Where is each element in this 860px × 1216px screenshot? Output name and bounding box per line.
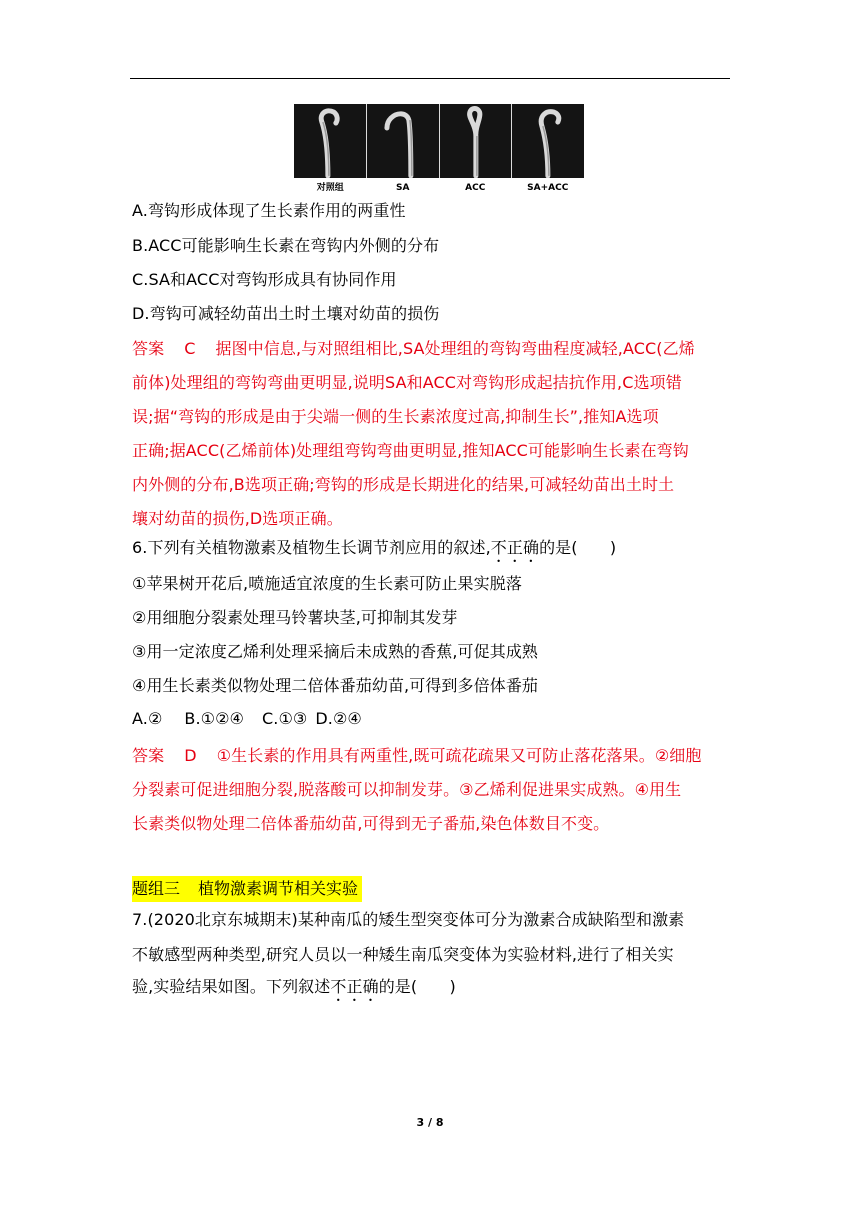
seedling-control-image: [294, 104, 366, 178]
figure-panel-sa-acc: [511, 104, 584, 178]
seedling-sa-acc-image: [512, 104, 584, 178]
q6-answer-line-1: [132, 746, 738, 766]
figure-panel-sa: [366, 104, 439, 178]
figure-label-sa: SA: [396, 183, 410, 193]
header-rule: [130, 78, 730, 79]
q7-line-2: 不敏感型两种类型,研究人员以一种矮生南瓜突变体为实验材料,进行了相关实: [132, 945, 674, 964]
q6-item-3: ③用一定浓度乙烯利处理采摘后未成熟的香蕉,可促其成熟: [132, 642, 539, 661]
q6-answer-line-3: 长素类似物处理二倍体番茄幼苗,可得到无子番茄,染色体数目不变。: [132, 814, 610, 833]
q6-option-d: D.②④: [315, 709, 362, 728]
q6-item-4: ④用生长素类似物处理二倍体番茄幼苗,可得到多倍体番茄: [132, 676, 539, 695]
q6-answer-line-2: 分裂素可促进细胞分裂,脱落酸可以抑制发芽。③乙烯利促进果实成熟。④用生: [132, 780, 682, 799]
figure-labels: [294, 181, 584, 195]
figure-label-acc: ACC: [465, 183, 486, 193]
q5-answer-line-4: 正确;据ACC(乙烯前体)处理组弯钩弯曲更明显,推知ACC可能影响生长素在弯钩: [132, 441, 689, 460]
q5-option-b: B.ACC可能影响生长素在弯钩内外侧的分布: [132, 236, 440, 255]
seedling-hook-figure: [294, 104, 584, 178]
q5-answer-line-3: 误;据“弯钩的形成是由于尖端一侧的生长素浓度过高,抑制生长”,推知A选项: [132, 407, 659, 426]
section-title-text: 植物激素调节相关实验: [198, 879, 359, 898]
answer-letter: D: [184, 746, 197, 765]
q7-line-1: 7.(2020北京东城期末)某种南瓜的矮生型突变体可分为激素合成缺陷型和激素: [132, 910, 685, 929]
figure-panel-control: [294, 104, 366, 178]
answer-letter: C: [184, 339, 196, 358]
answer-text: ①生长素的作用具有两重性,既可疏花疏果又可防止落花落果。②细胞: [216, 746, 702, 765]
q7-text: 验,实验结果如图。下列叙述: [132, 977, 331, 996]
section-group: 题组三: [132, 879, 181, 898]
q5-answer-line-2: 前体)处理组的弯钩弯曲更明显,说明SA和ACC对弯钩形成起拮抗作用,C选项错: [132, 373, 682, 392]
q7-end: 的是( ): [378, 977, 456, 996]
q6-item-1: ①苹果树开花后,喷施适宜浓度的生长素可防止果实脱落: [132, 574, 522, 593]
figure-label-sa-acc: SA+ACC: [527, 183, 569, 193]
q5-option-c: C.SA和ACC对弯钩形成具有协同作用: [132, 270, 397, 289]
q5-option-a: A.弯钩形成体现了生长素作用的两重性: [132, 201, 406, 220]
section-heading: [132, 876, 362, 902]
q5-answer-line-6: 壤对幼苗的损伤,D选项正确。: [132, 509, 343, 528]
q6-option-a: A.②: [132, 709, 163, 728]
seedling-sa-image: [367, 104, 439, 178]
q5-answer-line-1: [132, 339, 738, 359]
q7-line-3: [132, 977, 738, 1005]
answer-label: 答案: [132, 339, 165, 358]
q5-option-d: D.弯钩可减轻幼苗出土时土壤对幼苗的损伤: [132, 304, 440, 323]
q6-item-2: ②用细胞分裂素处理马铃薯块茎,可抑制其发芽: [132, 608, 458, 627]
seedling-acc-image: [440, 104, 512, 178]
q6-stem-text: 6.下列有关植物激素及植物生长调节剂应用的叙述,: [132, 538, 491, 557]
q5-answer-line-5: 内外侧的分布,B选项正确;弯钩的形成是长期进化的结果,可减轻幼苗出土时土: [132, 475, 675, 494]
answer-text: 据图中信息,与对照组相比,SA处理组的弯钩弯曲程度减轻,ACC(乙烯: [215, 339, 695, 358]
figure-panel-acc: [439, 104, 512, 178]
q6-stem-end: 的是( ): [539, 538, 617, 557]
q6-options: [132, 709, 738, 729]
q6-stem: [132, 538, 738, 566]
figure-label-control: 对照组: [316, 183, 344, 193]
q7-emphasis: 不正确: [330, 977, 379, 996]
page-number: 3 / 8: [416, 1116, 444, 1129]
answer-label: 答案: [132, 746, 165, 765]
q6-option-c: C.①③: [262, 709, 308, 728]
q6-stem-emphasis: 不正确: [490, 538, 540, 557]
q6-option-b: B.①②④: [184, 709, 244, 728]
